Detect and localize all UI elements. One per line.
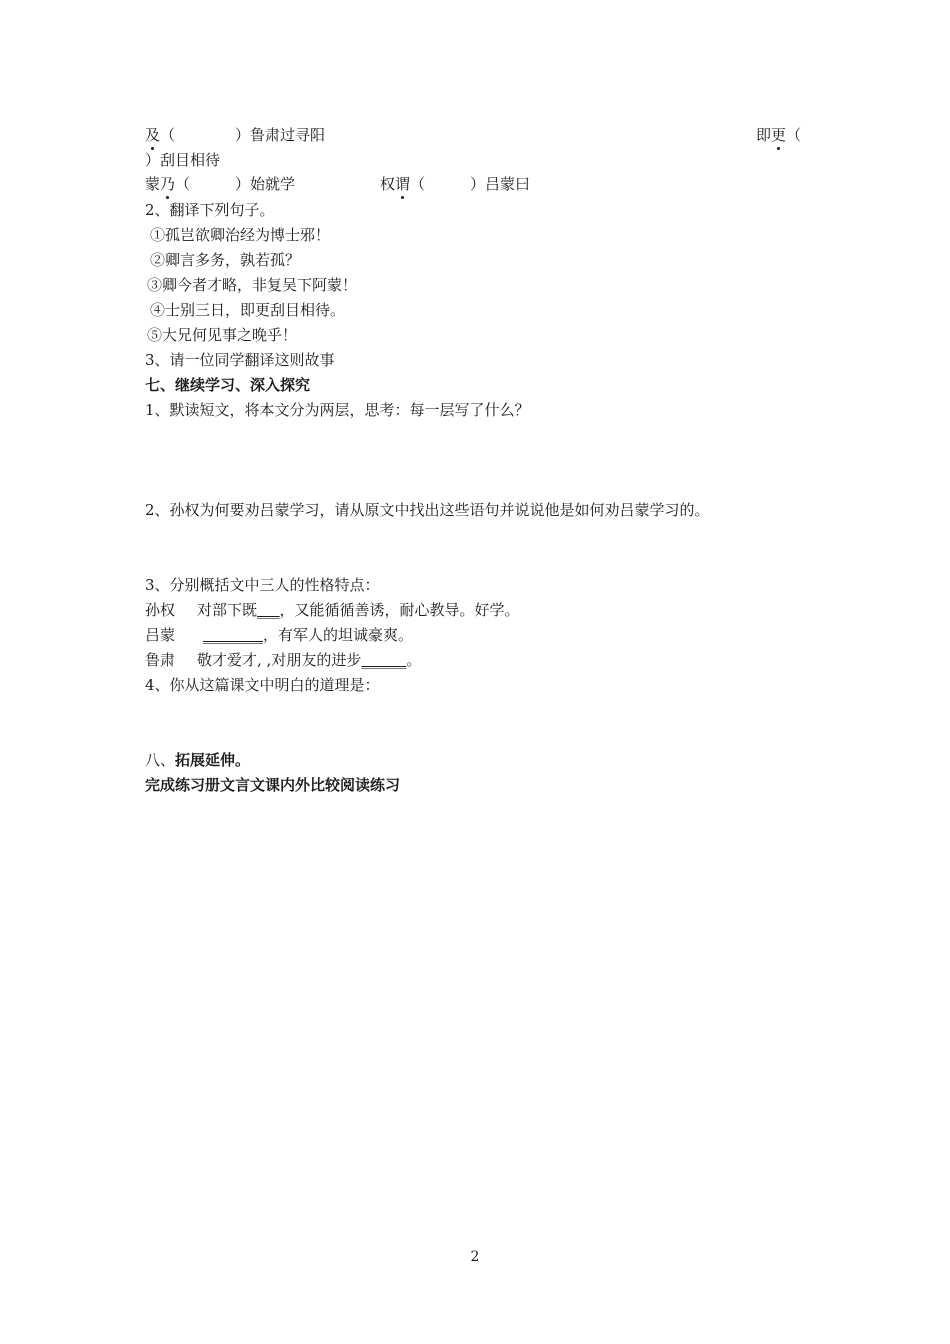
translate-item: ③卿今者才略，非复吴下阿蒙！ bbox=[147, 276, 358, 294]
translate-item: ①孤岂欲卿治经为博士邪！ bbox=[150, 226, 331, 244]
section-8-prefix: 八、 bbox=[145, 751, 176, 769]
character-name: 孙权 bbox=[145, 601, 176, 619]
section-3-line: 3、请一位同学翻译这则故事 bbox=[145, 351, 335, 369]
vocab-row-1-right bbox=[756, 125, 801, 145]
fill-blank[interactable]: ________ bbox=[203, 626, 264, 644]
vocab-text: （ bbox=[786, 126, 802, 144]
vocab-text: 权 bbox=[380, 175, 396, 193]
vocab-row-2: ）刮目相待 bbox=[145, 151, 221, 169]
question-2: 2、孙权为何要劝吕蒙学习，请从原文中找出这些语句并说说他是如何劝吕蒙学习的。 bbox=[145, 501, 710, 519]
character-lvmeng bbox=[145, 625, 413, 645]
translate-item: ②卿言多务，孰若孤？ bbox=[150, 251, 301, 269]
section-7-heading: 七、继续学习、深入探究 bbox=[145, 376, 311, 394]
section-8-task: 完成练习册文言文课内外比较阅读练习 bbox=[145, 776, 401, 794]
character-sunquan bbox=[145, 600, 520, 620]
question-4: 4、你从这篇课文中明白的道理是： bbox=[145, 676, 380, 694]
question-1: 1、默读短文，将本文分为两层，思考：每一层写了什么？ bbox=[145, 401, 530, 419]
trait-text: 敬才爱才, ,对朋友的进步 bbox=[197, 651, 362, 669]
section-8-title: 拓展延伸。 bbox=[175, 751, 251, 769]
trait-text: ，有军人的坦诚豪爽。 bbox=[263, 626, 414, 644]
emphasis-char: 谓 bbox=[395, 175, 411, 193]
section-8-heading bbox=[145, 750, 250, 770]
vocab-text: 即 bbox=[756, 126, 772, 144]
vocab-text: 蒙 bbox=[145, 175, 161, 193]
translate-item: ④士别三日，即更刮目相待。 bbox=[150, 301, 346, 319]
section-2-heading: 2、翻译下列句子。 bbox=[145, 201, 275, 219]
question-3: 3、分别概括文中三人的性格特点： bbox=[145, 576, 380, 594]
vocab-row-3-left bbox=[145, 174, 295, 194]
emphasis-char: 及 bbox=[145, 126, 161, 144]
vocab-text: （ ）始就学 bbox=[175, 175, 296, 193]
character-name: 吕蒙 bbox=[145, 626, 176, 644]
fill-blank[interactable]: ______ bbox=[361, 651, 407, 669]
trait-text: ，又能循循善诱，耐心教导。好学。 bbox=[279, 601, 520, 619]
vocab-row-1-left bbox=[145, 125, 325, 145]
character-lusu bbox=[145, 650, 421, 670]
translate-item: ⑤大兄何见事之晚乎！ bbox=[147, 326, 298, 344]
emphasis-char: 更 bbox=[771, 126, 787, 144]
emphasis-char: 乃 bbox=[160, 175, 176, 193]
character-name: 鲁肃 bbox=[145, 651, 176, 669]
vocab-text: （ ）吕蒙曰 bbox=[410, 175, 531, 193]
vocab-text: （ ）鲁肃过寻阳 bbox=[160, 126, 326, 144]
trait-text: 对部下既 bbox=[197, 601, 258, 619]
page-number: 2 bbox=[470, 1249, 480, 1265]
trait-text: 。 bbox=[406, 651, 422, 669]
vocab-row-3-right bbox=[380, 174, 530, 194]
fill-blank[interactable]: ___ bbox=[257, 601, 280, 619]
